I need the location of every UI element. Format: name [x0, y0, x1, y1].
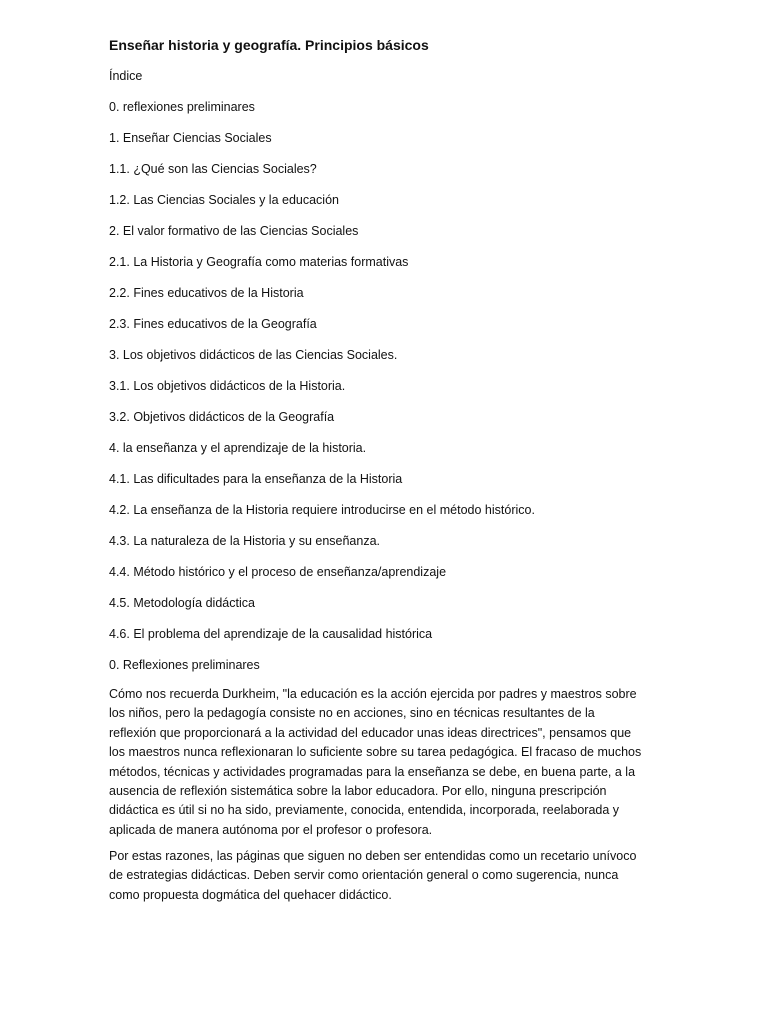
- paragraph-line: de estrategias didácticas. Deben servir como orientación general o como sugerencia, nunca: [109, 868, 619, 883]
- toc-entry: 2.3. Fines educativos de la Geografía: [109, 317, 317, 331]
- toc-entry: 2.2. Fines educativos de la Historia: [109, 286, 304, 300]
- toc-entry: 4.3. La naturaleza de la Historia y su enseñanza.: [109, 534, 381, 548]
- toc-entry: 4.2. La enseñanza de la Historia requiere introducirse en el método histórico.: [109, 503, 535, 517]
- toc-entry: 4. la enseñanza y el aprendizaje de la historia.: [109, 441, 367, 455]
- paragraph-line: métodos, técnicas y actividades programadas para la enseñanza se debe, en buena parte, a la: [109, 764, 636, 779]
- toc-entry: 4.4. Método histórico y el proceso de enseñanza/aprendizaje: [109, 565, 447, 579]
- paragraph-line: reflexión que proporcionará a la actividad del educador unas ideas directrices", pensamos que: [109, 725, 632, 740]
- toc-entry: 1.2. Las Ciencias Sociales y la educación: [109, 193, 339, 207]
- body-paragraph: [109, 685, 669, 840]
- toc-entry: 1.1. ¿Qué son las Ciencias Sociales?: [109, 162, 317, 176]
- paragraph-line: didáctica es útil si no ha sido, previamente, conocida, entendida, incorporada, reelaborada y: [109, 803, 620, 818]
- toc-entry: 2. El valor formativo de las Ciencias Sociales: [109, 224, 359, 238]
- section-heading: 0. Reflexiones preliminares: [109, 658, 260, 672]
- paragraph-line: ausencia de reflexión sistemática sobre la labor educadora. Por ello, ninguna prescripción: [109, 784, 607, 799]
- toc-entry: 3.2. Objetivos didácticos de la Geografía: [109, 410, 335, 424]
- toc-entry: 1. Enseñar Ciencias Sociales: [109, 131, 272, 145]
- paragraph-line: Cómo nos recuerda Durkheim, "la educación es la acción ejercida por padres y maestros sobre: [109, 687, 637, 701]
- toc-entry: 3. Los objetivos didácticos de las Ciencias Sociales.: [109, 348, 398, 362]
- paragraph-line: Por estas razones, las páginas que siguen no deben ser entendidas como un recetario unívoco: [109, 849, 637, 863]
- index-heading: Índice: [109, 69, 143, 83]
- body-paragraph: [109, 847, 669, 905]
- toc-entry: 4.5. Metodología didáctica: [109, 596, 255, 610]
- paragraph-line: como propuesta dogmática del quehacer didáctico.: [109, 887, 392, 902]
- toc-entry: 2.1. La Historia y Geografía como materias formativas: [109, 255, 409, 269]
- toc-entry: 4.6. El problema del aprendizaje de la causalidad histórica: [109, 627, 433, 641]
- paragraph-line: los niños, pero la pedagogía consiste no en acciones, sino en técnicas resultantes de la: [109, 706, 595, 721]
- toc-entry: 0. reflexiones preliminares: [109, 100, 255, 114]
- paragraph-line: los maestros nunca reflexionaran lo suficiente sobre su tarea pedagógica. El fracaso de muchos: [109, 745, 642, 760]
- paragraph-line: aplicada de manera autónoma por el profesor o profesora.: [109, 822, 433, 837]
- document-title: Enseñar historia y geografía. Principios básicos: [109, 37, 429, 53]
- toc-entry: 4.1. Las dificultades para la enseñanza de la Historia: [109, 472, 403, 486]
- toc-entry: 3.1. Los objetivos didácticos de la Historia.: [109, 379, 346, 393]
